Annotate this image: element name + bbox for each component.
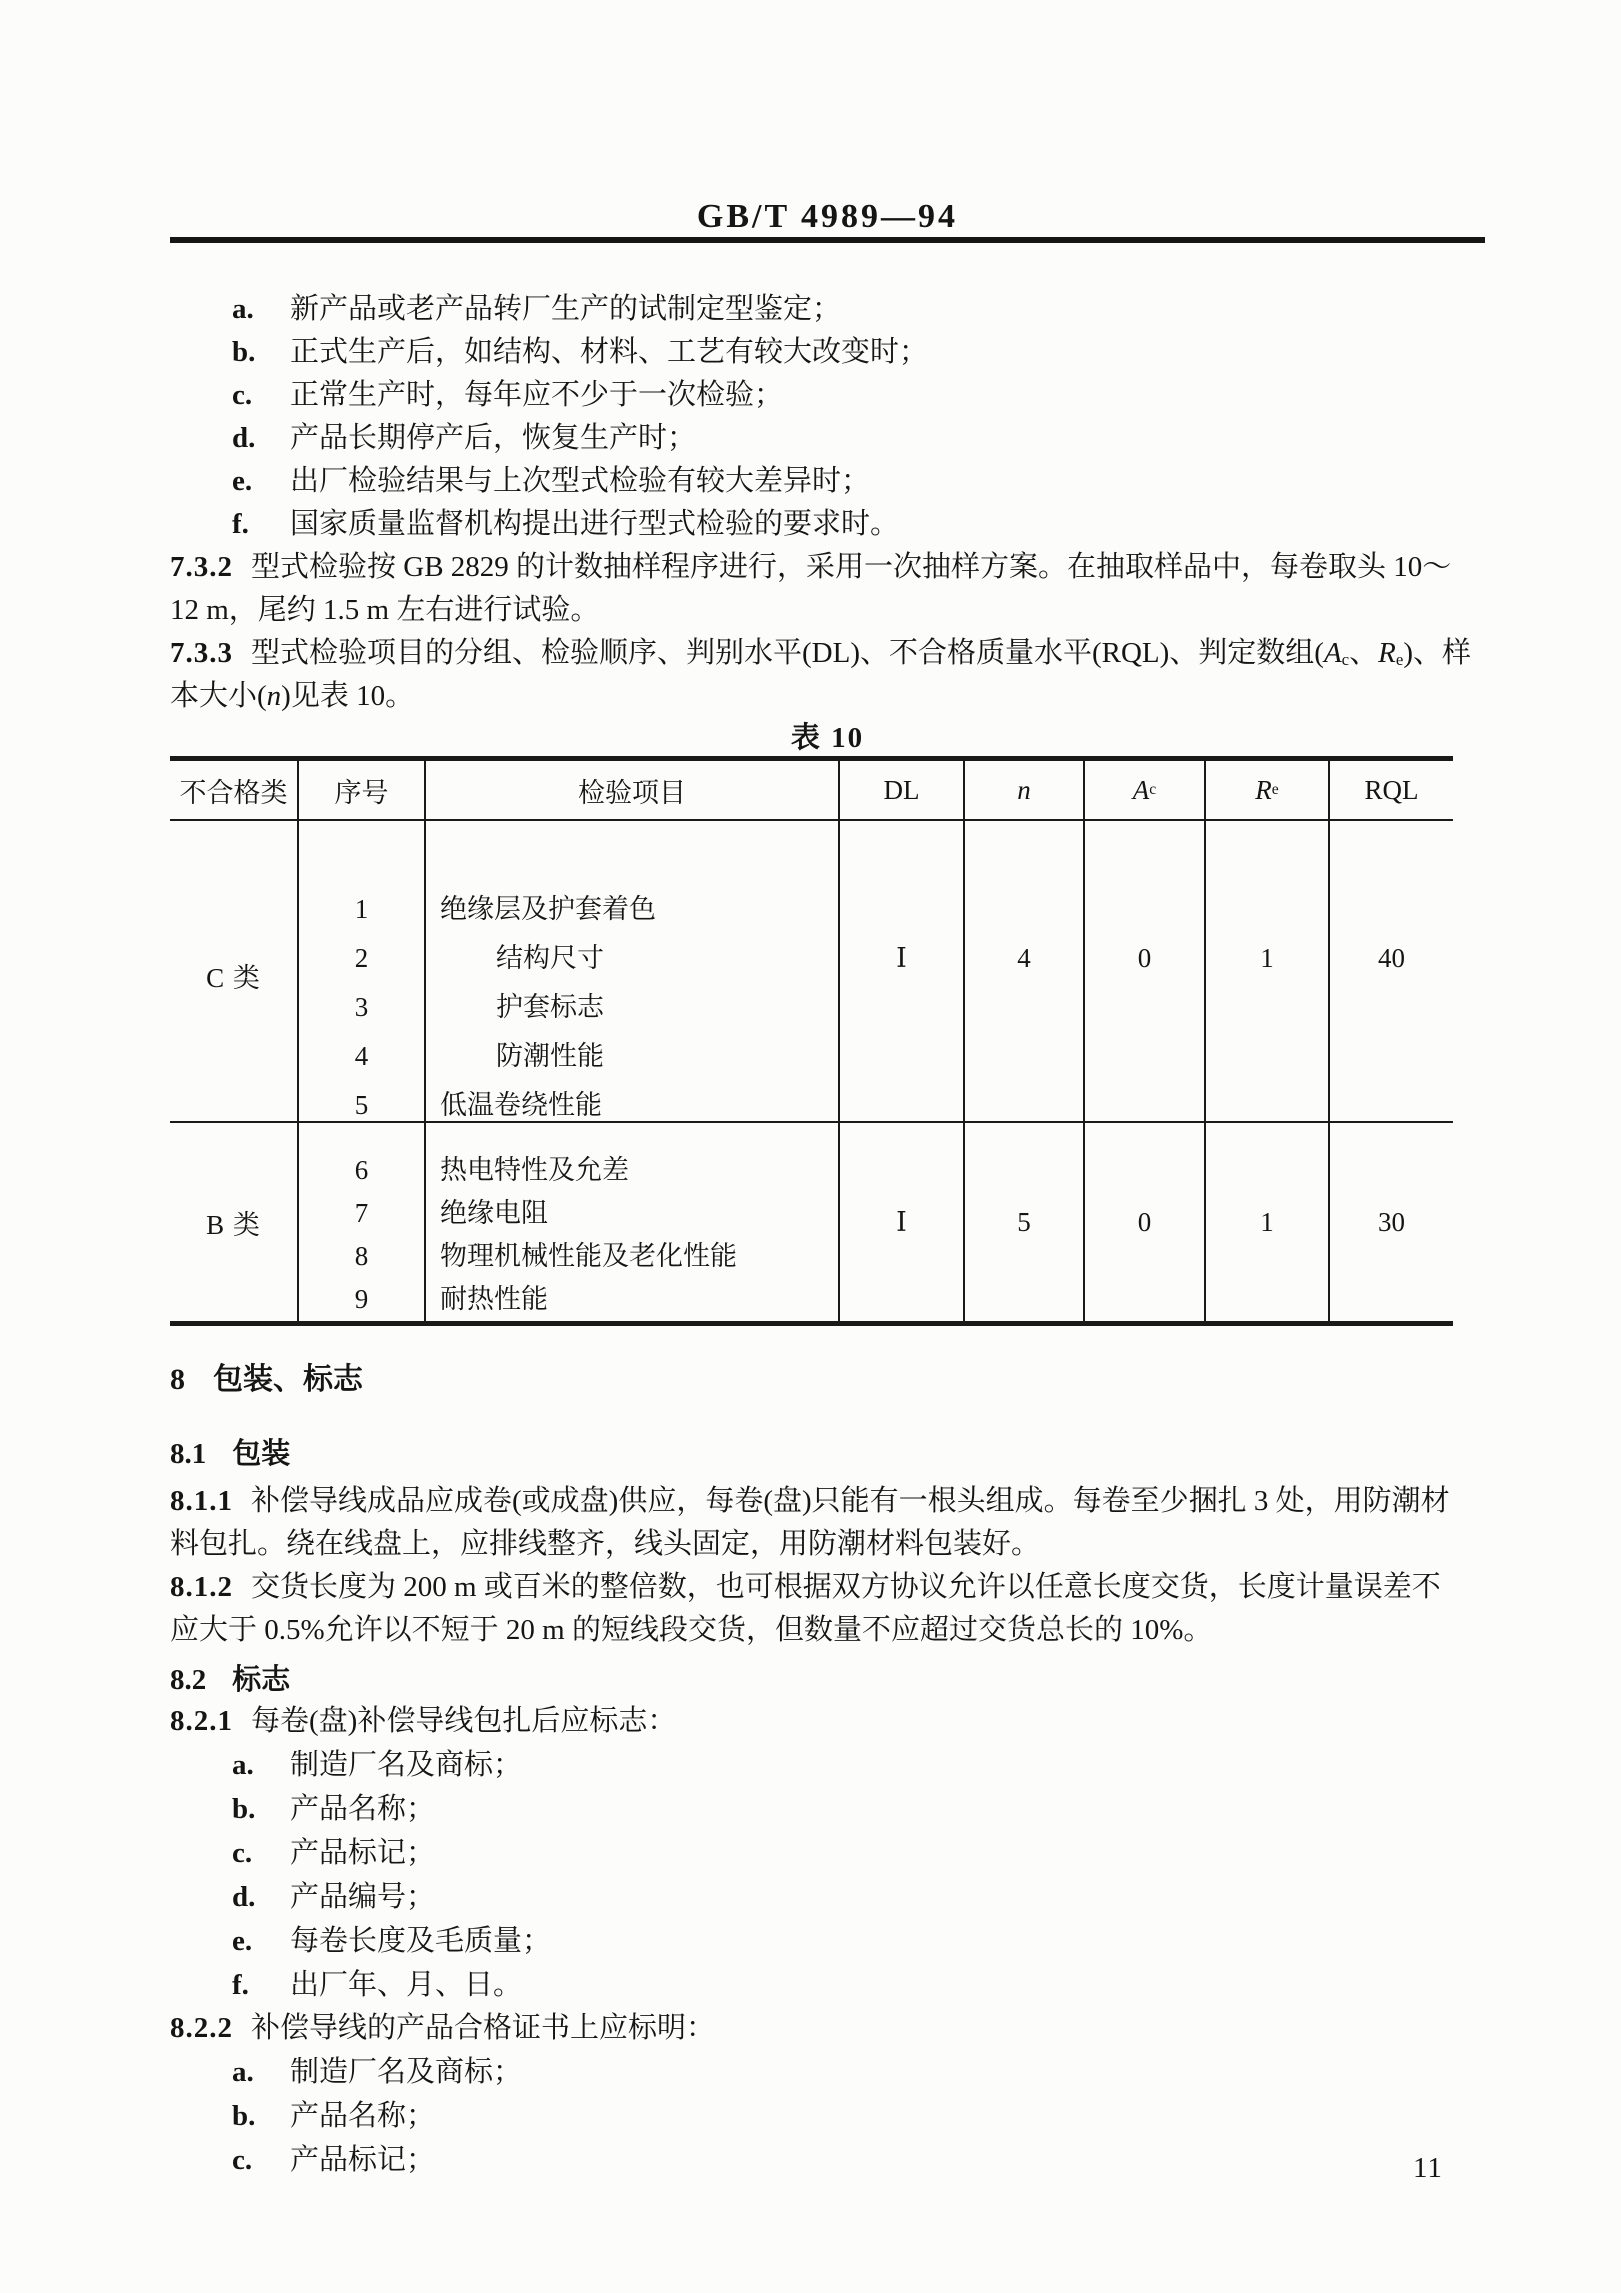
clause-text: 每卷(盘)补偿导线包扎后应标志：: [251, 1705, 677, 1737]
inspection-item: 热电特性及允差: [440, 1155, 629, 1185]
clause-text: 型式检验项目的分组、检验顺序、判别水平(DL)、不合格质量水平(RQL)、判定数组(: [251, 637, 1324, 669]
header-cell-inspection-item: 检验项目: [426, 761, 840, 819]
serial-no: 9: [354, 1284, 369, 1314]
symbol-Re-sub: e: [1395, 650, 1404, 670]
table-caption: 表 10: [790, 722, 865, 754]
clause-line: 料包扎。绕在线盘上，应排线整齐，线头固定，用防潮材料包装好。: [170, 1528, 1041, 1560]
clause-line: [170, 632, 1485, 675]
inspection-item: 护套标志: [496, 992, 604, 1022]
header-cell-defect-class: 不合格类: [170, 761, 299, 819]
list-item-text: 产品名称；: [290, 1793, 436, 1825]
clause-line: [170, 675, 1485, 718]
list-item-text: 产品标记；: [290, 1837, 436, 1869]
clause-number: 8.1.2: [170, 1571, 233, 1603]
serial-no: 3: [354, 992, 369, 1022]
inspection-item: 绝缘电阻: [440, 1198, 548, 1228]
symbol-Ac-sub: c: [1341, 650, 1350, 670]
clause-8-2-1: [170, 1700, 1485, 1743]
clause-line: [170, 1566, 1485, 1609]
section-number: 8.2: [170, 1664, 207, 1696]
symbol-n: n: [266, 680, 282, 712]
inspection-item: 物理机械性能及老化性能: [440, 1241, 737, 1271]
list-item: [170, 1787, 1485, 1831]
header-cell-ac: [1085, 761, 1206, 819]
symbol-Re: R: [1255, 774, 1272, 805]
header-cell-re: [1206, 761, 1330, 819]
clause-number: 8.2.2: [170, 2012, 233, 2044]
serial-no: 6: [354, 1155, 369, 1185]
list-item: [170, 288, 1485, 331]
serial-no: 2: [354, 943, 369, 973]
certificate-items-list: [170, 2050, 1485, 2182]
clause-number: 8.2.1: [170, 1705, 233, 1737]
clause-number: 8.1.1: [170, 1485, 233, 1517]
list-item-label: e.: [232, 465, 253, 497]
section-title: 包装、标志: [213, 1363, 363, 1396]
list-item-label: f.: [232, 508, 249, 540]
list-item-label: c.: [232, 379, 253, 411]
list-item-text: 制造厂名及商标；: [290, 1749, 523, 1781]
section-8-1-heading: [170, 1434, 1485, 1474]
section-number: 8: [170, 1363, 185, 1396]
list-item: [170, 1875, 1485, 1919]
header-cell-dl: DL: [840, 761, 965, 819]
list-item-text: 产品长期停产后，恢复生产时；: [290, 422, 697, 454]
list-item-text: 产品标记；: [290, 2144, 436, 2176]
b-value-rql: 30: [1378, 1206, 1405, 1237]
header-rule: [170, 237, 1485, 243]
list-item-label: a.: [232, 2056, 254, 2088]
list-item-text: 正式生产后，如结构、材料、工艺有较大改变时；: [290, 336, 929, 368]
table-10: [170, 756, 1453, 1326]
list-item: [170, 460, 1485, 503]
symbol-Ac: A: [1132, 774, 1150, 805]
page-content: [170, 0, 1485, 2182]
c-value-dl: Ⅰ: [840, 821, 965, 1130]
clause-number: 7.3.3: [170, 637, 233, 669]
clause-number: 7.3.2: [170, 551, 233, 583]
inspection-item: 低温卷绕性能: [440, 1090, 602, 1120]
section-8-heading: [170, 1360, 1485, 1400]
c-serial-numbers: [299, 821, 426, 1130]
clause-text: 补偿导线的产品合格证书上应标明：: [251, 2012, 716, 2044]
symbol-n: n: [1017, 774, 1031, 805]
list-item-label: d.: [232, 1881, 256, 1913]
list-item-label: d.: [232, 422, 256, 454]
list-item: [170, 1831, 1485, 1875]
list-item-text: 国家质量监督机构提出进行型式检验的要求时。: [290, 508, 900, 540]
symbol-Re-sub: e: [1271, 781, 1279, 798]
c-inspection-items: [426, 821, 840, 1130]
list-item-text: 出厂年、月、日。: [290, 1969, 523, 2001]
list-item-text: 产品名称；: [290, 2100, 436, 2132]
section-8-2-heading: [170, 1660, 1485, 1700]
clause-7-3-3: [170, 632, 1485, 718]
list-item-text: 正常生产时，每年应不少于一次检验；: [290, 379, 784, 411]
header-cell-serial-no: 序号: [299, 761, 426, 819]
section-title: 包装: [232, 1438, 291, 1470]
clause-line: [170, 2007, 1485, 2050]
list-item-label: c.: [232, 1837, 253, 1869]
clause-line: [170, 546, 1485, 589]
list-item-text: 出厂检验结果与上次型式检验有较大差异时；: [290, 465, 871, 497]
list-item: [170, 2050, 1485, 2094]
list-item-label: b.: [232, 2100, 256, 2132]
serial-no: 1: [354, 894, 369, 924]
inspection-item: 结构尺寸: [496, 943, 604, 973]
clause-text: 补偿导线成品应成卷(或成盘)供应，每卷(盘)只能有一根头组成。每卷至少捆扎 3 处，用防潮材: [251, 1485, 1450, 1517]
serial-no: 7: [354, 1198, 369, 1228]
list-item-text: 产品编号；: [290, 1881, 436, 1913]
symbol-Re: R: [1378, 637, 1396, 669]
table-header-row: [170, 761, 1453, 821]
section-title: 标志: [232, 1664, 291, 1696]
clause-text: 交货长度为 200 m 或百米的整倍数，也可根据双方协议允许以任意长度交货，长度计量误差不: [251, 1571, 1441, 1603]
doc-number-title: GB/T 4989—94: [696, 198, 959, 235]
symbol-Ac: A: [1323, 637, 1342, 669]
header-cell-n: [965, 761, 1085, 819]
type-inspection-conditions-list: [170, 288, 1485, 546]
inspection-item: 绝缘层及护套着色: [440, 894, 656, 924]
clause-text: )、样: [1403, 637, 1472, 669]
c-value-ac: 0: [1085, 821, 1206, 1130]
serial-no: 5: [354, 1090, 369, 1120]
list-item-label: a.: [232, 293, 254, 325]
list-item-label: f.: [232, 1969, 249, 2001]
list-item-label: b.: [232, 1793, 256, 1825]
inspection-item: 防潮性能: [496, 1041, 604, 1071]
list-item-text: 新产品或老产品转厂生产的试制定型鉴定；: [290, 293, 842, 325]
list-item: [170, 503, 1485, 546]
clause-line: 应大于 0.5%允许以不短于 20 m 的短线段交货，但数量不应超过交货总长的 10%。: [170, 1614, 1213, 1646]
list-item: [170, 331, 1485, 374]
b-serial-numbers: [299, 1123, 426, 1321]
list-item-text: 制造厂名及商标；: [290, 2056, 523, 2088]
list-item: [170, 1963, 1485, 2007]
clause-8-2-2: [170, 2007, 1485, 2050]
class-label-b: B 类: [170, 1123, 299, 1321]
b-value-dl: Ⅰ: [840, 1123, 965, 1321]
list-item: [170, 374, 1485, 417]
b-value-ac: 0: [1085, 1123, 1206, 1321]
serial-no: 4: [354, 1041, 369, 1071]
header-cell-rql: RQL: [1364, 774, 1419, 805]
list-item: [170, 1919, 1485, 1963]
clause-line: 12 m，尾约 1.5 m 左右进行试验。: [170, 594, 600, 626]
list-item-label: c.: [232, 2144, 253, 2176]
list-item: [170, 2094, 1485, 2138]
c-value-rql: 40: [1378, 943, 1405, 973]
list-item-label: a.: [232, 1749, 254, 1781]
clause-8-1-1: [170, 1480, 1485, 1566]
inspection-item: 耐热性能: [440, 1284, 548, 1314]
list-item: [170, 2138, 1485, 2182]
section-number: 8.1: [170, 1438, 207, 1470]
punct: 、: [1349, 637, 1379, 669]
clause-line: [170, 1700, 1485, 1743]
b-value-n: 5: [965, 1123, 1085, 1321]
class-label-c: C 类: [170, 821, 299, 1130]
b-value-re: 1: [1206, 1123, 1330, 1321]
clause-7-3-2: [170, 546, 1485, 632]
list-item-label: e.: [232, 1925, 253, 1957]
table-b-class-block: [170, 1123, 1453, 1321]
c-value-n: 4: [965, 821, 1085, 1130]
clause-text: )见表 10。: [281, 680, 415, 712]
clause-text: 本大小(: [170, 680, 267, 712]
clause-line: [170, 1480, 1485, 1523]
clause-text: 型式检验按 GB 2829 的计数抽样程序进行，采用一次抽样方案。在抽取样品中，每卷取头 10～: [251, 551, 1452, 583]
page-number: 11: [1413, 2152, 1443, 2184]
marking-items-list: [170, 1743, 1485, 2007]
list-item-label: b.: [232, 336, 256, 368]
list-item: [170, 417, 1485, 460]
symbol-Ac-sub: c: [1149, 781, 1157, 798]
c-value-re: 1: [1206, 821, 1330, 1130]
table-c-class-block: [170, 821, 1453, 1123]
b-inspection-items: [426, 1123, 840, 1321]
serial-no: 8: [354, 1241, 369, 1271]
list-item-text: 每卷长度及毛质量；: [290, 1925, 552, 1957]
clause-8-1-2: [170, 1566, 1485, 1652]
list-item: [170, 1743, 1485, 1787]
